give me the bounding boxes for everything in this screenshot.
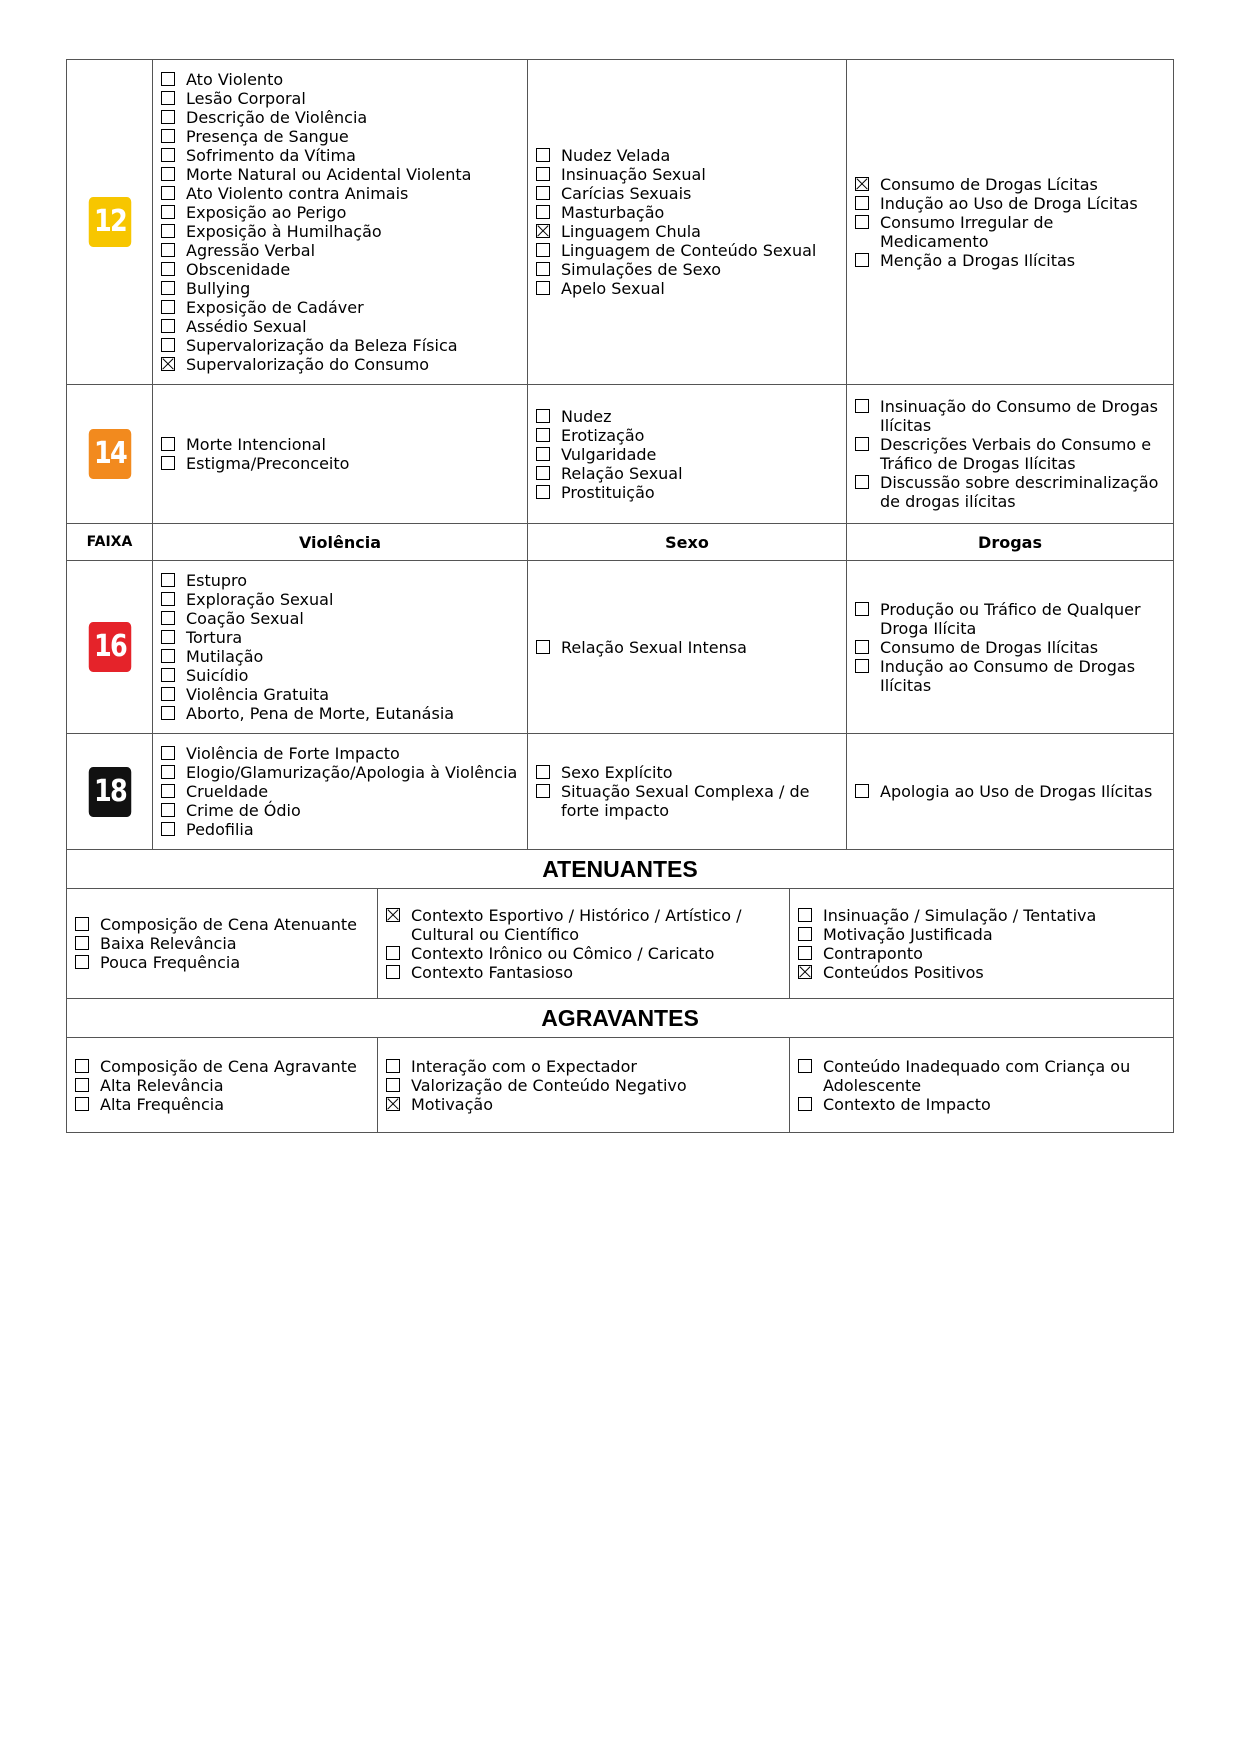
checkbox[interactable] bbox=[855, 784, 869, 798]
checkbox-item bbox=[161, 763, 519, 782]
checkbox[interactable] bbox=[161, 746, 175, 760]
checkbox[interactable] bbox=[161, 592, 175, 606]
checkbox-item bbox=[161, 89, 519, 108]
checkbox-label: Crueldade bbox=[186, 782, 269, 801]
checkbox-item bbox=[161, 203, 519, 222]
checkbox-label: Consumo de Drogas Lícitas bbox=[880, 174, 1098, 194]
checkbox-item bbox=[161, 590, 519, 609]
checkbox-label: Descrições Verbais do Consumo e Tráfico de Drogas Ilícitas bbox=[880, 435, 1152, 473]
checkbox-label: Pedofilia bbox=[186, 820, 254, 839]
checkbox[interactable] bbox=[536, 466, 550, 480]
checkbox-label: Insinuação / Simulação / Tentativa bbox=[823, 905, 1097, 925]
checkbox[interactable] bbox=[855, 196, 869, 210]
sexo-cell bbox=[528, 385, 847, 524]
checkbox-label: Linguagem de Conteúdo Sexual bbox=[561, 241, 817, 260]
checkbox-label: Composição de Cena Atenuante bbox=[100, 915, 358, 934]
checkbox-label: Violência de Forte Impacto bbox=[186, 744, 400, 763]
atenuantes-col-2 bbox=[378, 889, 790, 999]
checkbox-label: Erotização bbox=[561, 425, 645, 445]
checkbox-item bbox=[536, 279, 838, 298]
rating-badge-14: 14 bbox=[88, 429, 131, 479]
checkbox-item bbox=[161, 609, 519, 628]
header-violencia: Violência bbox=[153, 524, 528, 561]
checkbox[interactable] bbox=[161, 765, 175, 779]
checkbox-item bbox=[855, 213, 1165, 251]
checkbox-label: Contexto Fantasioso bbox=[411, 962, 574, 982]
faixa-cell bbox=[67, 561, 153, 734]
checkbox-label: Conteúdo Inadequado com Criança ou Adolescente bbox=[823, 1056, 1131, 1095]
rating-badge-16: 16 bbox=[88, 622, 131, 672]
drogas-cell bbox=[847, 734, 1174, 850]
rating-badge-18: 18 bbox=[88, 767, 131, 817]
checkbox-item bbox=[798, 1095, 1165, 1114]
checkbox[interactable] bbox=[536, 262, 550, 276]
checkbox-label: Exposição à Humilhação bbox=[186, 222, 382, 241]
checkbox-label: Crime de Ódio bbox=[186, 801, 301, 820]
checkbox[interactable] bbox=[386, 1059, 400, 1073]
atenuantes-row bbox=[67, 889, 1174, 999]
checkbox-item bbox=[536, 464, 838, 483]
checkbox-label: Vulgaridade bbox=[561, 444, 657, 464]
checkbox-item bbox=[161, 298, 519, 317]
checkbox-item bbox=[161, 435, 519, 454]
violencia-cell bbox=[153, 385, 528, 524]
checkbox[interactable] bbox=[161, 456, 175, 470]
checkbox-label: Ato Violento contra Animais bbox=[186, 184, 409, 203]
checkbox[interactable] bbox=[855, 253, 869, 267]
checkbox-item bbox=[161, 127, 519, 146]
checkbox-item bbox=[798, 963, 1165, 982]
checkbox-item bbox=[161, 571, 519, 590]
checkbox-label: Estigma/Preconceito bbox=[186, 454, 350, 473]
row-12 bbox=[67, 60, 1174, 385]
checkbox-label: Menção a Drogas Ilícitas bbox=[880, 250, 1076, 270]
checkbox[interactable] bbox=[161, 129, 175, 143]
sexo-cell bbox=[528, 734, 847, 850]
checkbox-item bbox=[855, 782, 1165, 801]
violencia-cell bbox=[153, 60, 528, 385]
checkbox-item bbox=[855, 638, 1165, 657]
checkbox-label: Contexto de Impacto bbox=[823, 1094, 991, 1114]
checkbox-item bbox=[75, 953, 369, 972]
checkbox[interactable] bbox=[75, 1097, 89, 1111]
checkbox-item bbox=[161, 279, 519, 298]
checkbox-label: Insinuação do Consumo de Drogas Ilícitas bbox=[880, 397, 1158, 435]
checkbox-item bbox=[855, 175, 1165, 194]
checkbox-label: Sexo Explícito bbox=[561, 763, 673, 782]
checkbox[interactable] bbox=[75, 1059, 89, 1073]
checkbox[interactable] bbox=[161, 167, 175, 181]
agravantes-col-2 bbox=[378, 1038, 790, 1133]
checkbox-label: Masturbação bbox=[561, 203, 665, 222]
checkbox-label: Contexto Esportivo / Histórico / Artístico / Cultural ou Científico bbox=[411, 905, 742, 944]
checkbox-item bbox=[161, 355, 519, 374]
atenuantes-col-3 bbox=[790, 889, 1174, 999]
checkbox[interactable] bbox=[798, 908, 812, 922]
checkbox-label: Alta Frequência bbox=[100, 1094, 224, 1114]
checkbox[interactable] bbox=[536, 447, 550, 461]
checkbox-label: Aborto, Pena de Morte, Eutanásia bbox=[186, 704, 455, 723]
checkbox-item bbox=[161, 108, 519, 127]
checkbox-item bbox=[161, 704, 519, 723]
checkbox-item bbox=[536, 260, 838, 279]
checkbox[interactable] bbox=[75, 955, 89, 969]
checkbox-item bbox=[161, 744, 519, 763]
atenuantes-title-row bbox=[67, 850, 1174, 889]
checkbox-label: Nudez Velada bbox=[561, 146, 671, 165]
drogas-cell bbox=[847, 385, 1174, 524]
violencia-cell bbox=[153, 561, 528, 734]
checkbox-item bbox=[386, 1095, 781, 1114]
row-16 bbox=[67, 561, 1174, 734]
checkbox-item bbox=[161, 685, 519, 704]
checkbox[interactable] bbox=[75, 936, 89, 950]
checkbox-item bbox=[386, 944, 781, 963]
checkbox[interactable] bbox=[536, 148, 550, 162]
checkbox[interactable] bbox=[536, 281, 550, 295]
checkbox-item bbox=[855, 435, 1165, 473]
checkbox-label: Composição de Cena Agravante bbox=[100, 1056, 357, 1076]
faixa-cell bbox=[67, 60, 153, 385]
checkbox-item bbox=[161, 222, 519, 241]
checkbox-item bbox=[536, 445, 838, 464]
checkbox[interactable] bbox=[161, 110, 175, 124]
checkbox-item bbox=[161, 241, 519, 260]
classification-table bbox=[66, 59, 1174, 850]
checkbox-label: Exposição de Cadáver bbox=[186, 298, 364, 317]
atenuantes-col-1 bbox=[67, 889, 378, 999]
checkbox-item bbox=[536, 638, 838, 657]
checkbox-label: Violência Gratuita bbox=[186, 685, 330, 704]
checkbox[interactable] bbox=[161, 338, 175, 352]
checkbox[interactable] bbox=[536, 428, 550, 442]
checkbox-item bbox=[75, 1057, 369, 1076]
checkbox-item bbox=[536, 222, 838, 241]
checkbox-item bbox=[161, 165, 519, 184]
checkbox-label: Ato Violento bbox=[186, 70, 284, 89]
checkbox-label: Coação Sexual bbox=[186, 609, 304, 628]
checkbox[interactable] bbox=[161, 687, 175, 701]
agravantes-row bbox=[67, 1038, 1174, 1133]
checkbox-label: Supervalorização do Consumo bbox=[186, 355, 430, 374]
checkbox-item bbox=[536, 203, 838, 222]
checkbox-item bbox=[161, 647, 519, 666]
checkbox-label: Contexto Irônico ou Cômico / Caricato bbox=[411, 943, 715, 963]
sexo-cell bbox=[528, 60, 847, 385]
checkbox-item bbox=[536, 146, 838, 165]
checkbox-label: Lesão Corporal bbox=[186, 89, 306, 108]
checkbox-item bbox=[536, 426, 838, 445]
checkbox-label: Tortura bbox=[186, 628, 243, 647]
checkbox-item bbox=[161, 454, 519, 473]
checkbox[interactable] bbox=[855, 475, 869, 489]
checkbox-item bbox=[161, 782, 519, 801]
checkbox-item bbox=[161, 666, 519, 685]
checkbox[interactable] bbox=[161, 573, 175, 587]
checkbox-label: Nudez bbox=[561, 406, 612, 426]
checkbox-item bbox=[161, 801, 519, 820]
row-14 bbox=[67, 385, 1174, 524]
checkbox-label: Produção ou Tráfico de Qualquer Droga Ilícita bbox=[880, 599, 1141, 638]
checkbox[interactable] bbox=[855, 399, 869, 413]
checkbox-item bbox=[75, 934, 369, 953]
drogas-cell bbox=[847, 561, 1174, 734]
checkbox-label: Descrição de Violência bbox=[186, 108, 368, 127]
checkbox-label: Simulações de Sexo bbox=[561, 260, 721, 279]
checkbox-checked[interactable] bbox=[386, 1097, 400, 1111]
checkbox-checked[interactable] bbox=[536, 224, 550, 238]
checkbox[interactable] bbox=[161, 262, 175, 276]
checkbox-label: Consumo de Drogas Ilícitas bbox=[880, 637, 1099, 657]
checkbox-label: Elogio/Glamurização/Apologia à Violência bbox=[186, 763, 518, 782]
checkbox[interactable] bbox=[161, 706, 175, 720]
checkbox[interactable] bbox=[161, 281, 175, 295]
checkbox[interactable] bbox=[75, 917, 89, 931]
checkbox-label: Morte Intencional bbox=[186, 435, 326, 454]
checkbox-label: Morte Natural ou Acidental Violenta bbox=[186, 165, 472, 184]
checkbox-label: Mutilação bbox=[186, 647, 264, 666]
header-sexo: Sexo bbox=[528, 524, 847, 561]
checkbox[interactable] bbox=[75, 1078, 89, 1092]
checkbox-label: Situação Sexual Complexa / de forte impacto bbox=[561, 782, 810, 820]
checkbox-item bbox=[161, 628, 519, 647]
checkbox-item bbox=[798, 925, 1165, 944]
checkbox-item bbox=[798, 1057, 1165, 1095]
checkbox[interactable] bbox=[161, 611, 175, 625]
checkbox-checked[interactable] bbox=[798, 965, 812, 979]
checkbox-item bbox=[386, 1076, 781, 1095]
checkbox[interactable] bbox=[536, 640, 550, 654]
checkbox[interactable] bbox=[855, 437, 869, 451]
checkbox-label: Discussão sobre descriminalização de drogas ilícitas bbox=[880, 473, 1159, 511]
checkbox-label: Exploração Sexual bbox=[186, 590, 334, 609]
checkbox-label: Suicídio bbox=[186, 666, 249, 685]
row-18 bbox=[67, 734, 1174, 850]
checkbox[interactable] bbox=[536, 167, 550, 181]
checkbox[interactable] bbox=[798, 927, 812, 941]
header-drogas: Drogas bbox=[847, 524, 1174, 561]
checkbox-item bbox=[386, 1057, 781, 1076]
checkbox-label: Obscenidade bbox=[186, 260, 291, 279]
checkbox-item bbox=[855, 657, 1165, 695]
checkbox[interactable] bbox=[161, 186, 175, 200]
checkbox-item bbox=[161, 317, 519, 336]
checkbox-label: Indução ao Uso de Droga Lícitas bbox=[880, 193, 1138, 213]
checkbox[interactable] bbox=[161, 784, 175, 798]
checkbox[interactable] bbox=[536, 485, 550, 499]
sexo-cell bbox=[528, 561, 847, 734]
checkbox[interactable] bbox=[161, 205, 175, 219]
checkbox-label: Assédio Sexual bbox=[186, 317, 307, 336]
checkbox-label: Apologia ao Uso de Drogas Ilícitas bbox=[880, 782, 1153, 801]
checkbox-item bbox=[855, 473, 1165, 511]
checkbox-checked[interactable] bbox=[386, 908, 400, 922]
checkbox-item bbox=[161, 146, 519, 165]
checkbox-label: Baixa Relevância bbox=[100, 934, 237, 953]
checkbox-item bbox=[855, 600, 1165, 638]
checkbox[interactable] bbox=[161, 668, 175, 682]
drogas-cell bbox=[847, 60, 1174, 385]
checkbox[interactable] bbox=[798, 1097, 812, 1111]
checkbox-item bbox=[798, 906, 1165, 925]
checkbox[interactable] bbox=[536, 243, 550, 257]
checkbox-label: Conteúdos Positivos bbox=[823, 962, 984, 982]
checkbox[interactable] bbox=[536, 765, 550, 779]
column-header-row bbox=[67, 524, 1174, 561]
checkbox[interactable] bbox=[386, 946, 400, 960]
checkbox-item bbox=[386, 906, 781, 944]
checkbox[interactable] bbox=[161, 224, 175, 238]
checkbox-label: Prostituição bbox=[561, 482, 655, 502]
checkbox-item bbox=[536, 165, 838, 184]
checkbox-label: Presença de Sangue bbox=[186, 127, 349, 146]
checkbox[interactable] bbox=[161, 243, 175, 257]
checkbox-label: Sofrimento da Vítima bbox=[186, 146, 356, 165]
checkbox-item bbox=[855, 194, 1165, 213]
checkbox-checked[interactable] bbox=[855, 177, 869, 191]
checkbox-label: Indução ao Consumo de Drogas Ilícitas bbox=[880, 656, 1136, 695]
violencia-cell bbox=[153, 734, 528, 850]
modifiers-table bbox=[66, 849, 1174, 1133]
agravantes-col-1 bbox=[67, 1038, 378, 1133]
checkbox[interactable] bbox=[161, 148, 175, 162]
checkbox-label: Apelo Sexual bbox=[561, 279, 665, 298]
checkbox[interactable] bbox=[161, 803, 175, 817]
checkbox-label: Relação Sexual Intensa bbox=[561, 637, 747, 657]
checkbox-item bbox=[536, 241, 838, 260]
checkbox[interactable] bbox=[536, 409, 550, 423]
checkbox-label: Alta Relevância bbox=[100, 1075, 224, 1095]
checkbox-label: Agressão Verbal bbox=[186, 241, 316, 260]
header-faixa: FAIXA bbox=[67, 524, 153, 561]
checkbox-item bbox=[536, 782, 838, 820]
checkbox-label: Interação com o Expectador bbox=[411, 1056, 637, 1076]
rating-badge-12: 12 bbox=[88, 197, 131, 247]
checkbox[interactable] bbox=[161, 91, 175, 105]
faixa-cell bbox=[67, 734, 153, 850]
classification-form bbox=[66, 59, 1173, 1133]
faixa-cell bbox=[67, 385, 153, 524]
checkbox[interactable] bbox=[855, 215, 869, 229]
checkbox-label: Relação Sexual bbox=[561, 463, 683, 483]
checkbox-item bbox=[386, 963, 781, 982]
checkbox[interactable] bbox=[536, 784, 550, 798]
checkbox[interactable] bbox=[536, 205, 550, 219]
checkbox[interactable] bbox=[798, 946, 812, 960]
checkbox-item bbox=[75, 1095, 369, 1114]
checkbox-label: Linguagem Chula bbox=[561, 222, 701, 241]
checkbox-item bbox=[161, 820, 519, 839]
checkbox[interactable] bbox=[536, 186, 550, 200]
checkbox[interactable] bbox=[161, 319, 175, 333]
checkbox[interactable] bbox=[855, 640, 869, 654]
checkbox[interactable] bbox=[798, 1059, 812, 1073]
checkbox-label: Valorização de Conteúdo Negativo bbox=[411, 1075, 687, 1095]
checkbox[interactable] bbox=[161, 649, 175, 663]
checkbox-item bbox=[855, 251, 1165, 270]
checkbox-item bbox=[855, 397, 1165, 435]
checkbox-item bbox=[75, 1076, 369, 1095]
checkbox-checked[interactable] bbox=[161, 357, 175, 371]
agravantes-title: AGRAVANTES bbox=[67, 999, 1174, 1038]
checkbox[interactable] bbox=[161, 300, 175, 314]
checkbox-item bbox=[798, 944, 1165, 963]
checkbox-label: Supervalorização da Beleza Física bbox=[186, 336, 458, 355]
checkbox-label: Exposição ao Perigo bbox=[186, 203, 347, 222]
checkbox-item bbox=[536, 483, 838, 502]
checkbox-label: Pouca Frequência bbox=[100, 953, 241, 972]
checkbox-item bbox=[161, 260, 519, 279]
checkbox-item bbox=[536, 407, 838, 426]
checkbox[interactable] bbox=[386, 965, 400, 979]
checkbox[interactable] bbox=[161, 822, 175, 836]
checkbox[interactable] bbox=[161, 72, 175, 86]
atenuantes-title: ATENUANTES bbox=[67, 850, 1174, 889]
checkbox-item bbox=[536, 763, 838, 782]
checkbox[interactable] bbox=[161, 630, 175, 644]
checkbox[interactable] bbox=[386, 1078, 400, 1092]
checkbox-item bbox=[161, 70, 519, 89]
checkbox[interactable] bbox=[855, 602, 869, 616]
checkbox-label: Contraponto bbox=[823, 943, 923, 963]
checkbox-item bbox=[161, 184, 519, 203]
checkbox[interactable] bbox=[855, 659, 869, 673]
checkbox-label: Motivação bbox=[411, 1094, 493, 1114]
checkbox-label: Insinuação Sexual bbox=[561, 165, 706, 184]
checkbox-label: Estupro bbox=[186, 571, 248, 590]
agravantes-title-row bbox=[67, 999, 1174, 1038]
checkbox-label: Carícias Sexuais bbox=[561, 184, 692, 203]
checkbox-item bbox=[536, 184, 838, 203]
checkbox-label: Motivação Justificada bbox=[823, 924, 993, 944]
checkbox-item bbox=[161, 336, 519, 355]
agravantes-col-3 bbox=[790, 1038, 1174, 1133]
checkbox-label: Consumo Irregular de Medicamento bbox=[880, 212, 1054, 251]
checkbox-item bbox=[75, 915, 369, 934]
checkbox[interactable] bbox=[161, 437, 175, 451]
checkbox-label: Bullying bbox=[186, 279, 251, 298]
